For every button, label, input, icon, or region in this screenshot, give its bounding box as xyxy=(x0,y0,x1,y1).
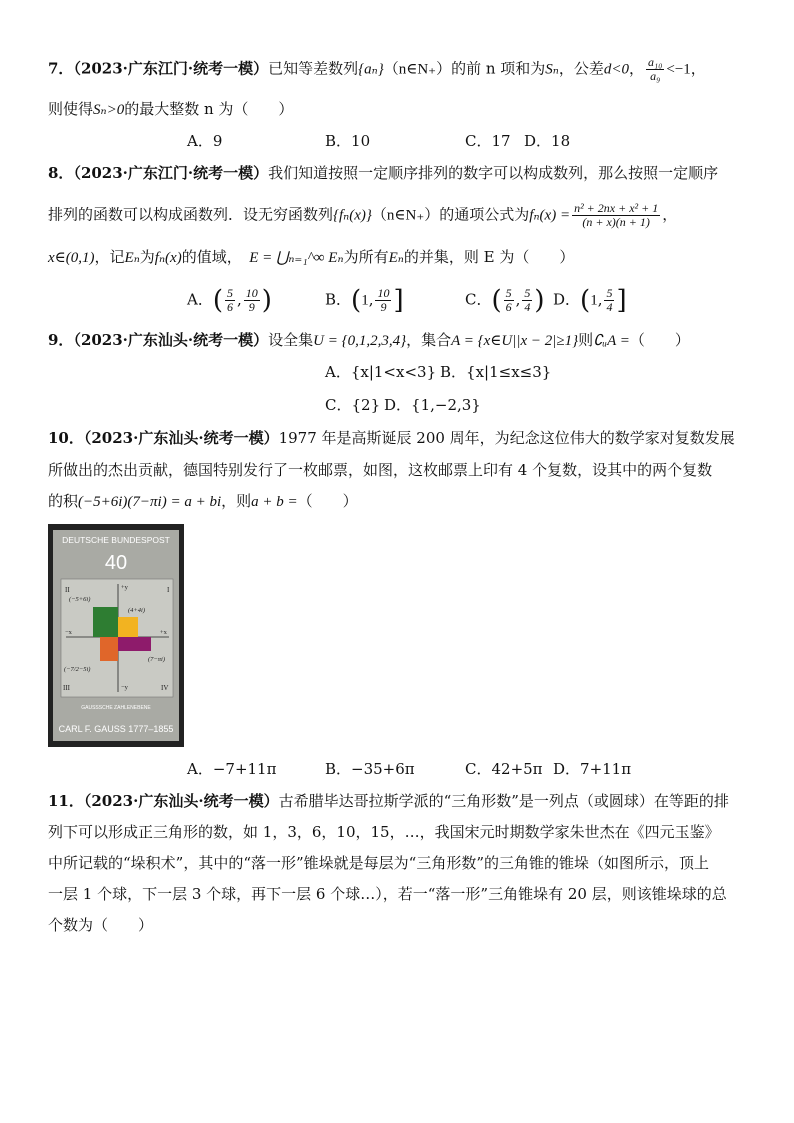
stamp-value: 40 xyxy=(104,552,128,574)
q11-text4: 一层 1 个球，下一层 3 个球，再下一层 6 个球…），若一“落一形”三角锥垛有 20 层，则该锥垛球的总 xyxy=(48,885,727,903)
q8-frac-den: (n + x)(n + 1) xyxy=(582,215,650,229)
q11-source: （2023·广东汕头·统考一模） xyxy=(83,792,279,810)
q10-line1 xyxy=(48,427,750,449)
q11-text3: 中所记载的“垛积术”，其中的“落一形”锥垛就是每层为“三角形数”的三角锥的锥垛（如图所示，顶上 xyxy=(48,854,710,872)
stamp-svg xyxy=(48,524,184,747)
q10-option-b: B．−35+6π xyxy=(325,760,415,778)
q8-text1: 我们知道按照一定顺序排列的数字可以构成数列，那么按照一定顺序 xyxy=(268,164,719,182)
q8-opt-d-frac xyxy=(604,287,614,314)
q9-source: （2023·广东汕头·统考一模） xyxy=(73,331,269,349)
q8-fn: fₙ(x) = xyxy=(529,207,571,224)
q9-text1: 设全集 xyxy=(268,331,314,349)
q8-opt-d-close: ] xyxy=(616,285,627,316)
q8-opt-c-d2: 4 xyxy=(524,300,531,314)
q8-source: （2023·广东江门·统考一模） xyxy=(73,164,269,182)
q8-opt-c-d1: 6 xyxy=(505,300,512,314)
q8-opt-b-d: 9 xyxy=(380,300,387,314)
q8-opt-b-a: 1 xyxy=(361,292,369,309)
q7-option-a: A．9 xyxy=(187,132,223,150)
q10-option-c: C．42+5π xyxy=(465,760,543,778)
label-minus-y: −y xyxy=(121,684,128,691)
q7-number: 7． xyxy=(48,59,74,78)
q8-opt-c-close: ) xyxy=(534,285,545,316)
q9-set-a: A = {x∈U||x − 2|≥1} xyxy=(451,333,579,349)
rect-orange xyxy=(100,637,118,661)
q7-option-c: C．17 xyxy=(465,132,511,150)
label-plus-y: +y xyxy=(121,584,128,591)
q8-opt-a-n2: 10 xyxy=(245,286,258,300)
q8-t3h: 为所有 xyxy=(343,248,389,266)
q7-option-d: D．18 xyxy=(524,132,571,150)
complex-label-3: (7−πi) xyxy=(148,656,166,663)
q9-line1 xyxy=(48,329,750,352)
q11-line4 xyxy=(48,883,750,905)
q8-union: E = ⋃ₙ₌₁^∞ Eₙ xyxy=(249,250,344,266)
q7-source: （2023·广东江门·统考一模） xyxy=(73,59,269,78)
q7-condition: （n∈N₊） xyxy=(383,61,452,78)
q7-text2: 的前 n 项和为 xyxy=(451,59,546,78)
q10-line2 xyxy=(48,459,750,481)
q9-number: 9． xyxy=(48,331,74,349)
q8-opt-b-open: ( xyxy=(351,285,362,316)
q9-option-b: B．{x|1≤x≤3} xyxy=(440,363,552,381)
q8-opt-c-open: ( xyxy=(491,285,502,316)
q7-line1: 7．（2023·广东江门·统考一模）已知等差数列{aₙ}（n∈N₊）的前 n 项和为Sₙ，公差d<0， $\frac{\text{a₁₀}}{\text{a₉}}$ <−1， xyxy=(48,55,706,83)
q10-line3 xyxy=(48,490,750,513)
q10-source: （2023·广东汕头·统考一模） xyxy=(83,429,279,447)
q10-product: (−5+6i)(7−πi) = a + bi xyxy=(78,494,222,510)
q8-opt-a-open: ( xyxy=(212,285,223,316)
q8-opt-a-d2: 9 xyxy=(248,300,255,314)
quadrant-iii: III xyxy=(63,684,70,692)
q8-opt-c-n1: 5 xyxy=(505,286,512,300)
q8-text2a: 排列的函数可以构成函数列．设无穷函数列 xyxy=(48,205,334,224)
q8-opt-a-frac1 xyxy=(225,287,235,314)
stamp-header: DEUTSCHE BUNDESPOST xyxy=(62,535,170,545)
q7-sn: Sₙ xyxy=(545,61,559,78)
q8-line1 xyxy=(48,162,750,184)
q8-fnx: fₙ(x) xyxy=(154,250,182,266)
q9-option-a: A．{x|1<x<3} xyxy=(325,363,437,381)
q8-En: Eₙ xyxy=(124,250,140,266)
q9-option-d: D．{1,−2,3} xyxy=(384,396,481,414)
q9-text4: （ ） xyxy=(629,331,690,349)
q8-opt-d-d: 4 xyxy=(606,300,613,314)
q10-blank: （ ） xyxy=(297,492,358,510)
complex-label-2: (4+4i) xyxy=(128,607,146,614)
q8-opt-c-n2: 5 xyxy=(524,286,531,300)
q10-number: 10． xyxy=(48,429,84,447)
q11-line5 xyxy=(48,914,750,936)
q8-opt-c-frac1 xyxy=(504,287,514,314)
square-green xyxy=(93,607,118,637)
q7-d: d<0 xyxy=(603,61,630,78)
q7-option-b: B．10 xyxy=(325,132,371,150)
q8-t3d: 为 xyxy=(139,248,155,266)
q10-option-d: D．7+11π xyxy=(553,760,632,778)
q11-text1: 古希腊毕达哥拉斯学派的“三角形数”是一列点（或圆球）在等距的排 xyxy=(278,792,729,810)
q11-line1 xyxy=(48,790,750,812)
q11-line2 xyxy=(48,821,750,843)
q10-text2: 所做出的杰出贡献，德国特别发行了一枚邮票，如图，这枚邮票上印有 4 个复数，设其中的两个复数 xyxy=(48,461,713,479)
q8-t3f: 的值域， xyxy=(181,248,235,266)
q8-cond: （n∈N₊） xyxy=(371,207,440,224)
q8-line3 xyxy=(48,246,750,269)
q9-complement: ∁ᵤA = xyxy=(593,333,630,349)
q8-fraction xyxy=(572,202,660,229)
q8-opt-b-label: B． xyxy=(325,290,352,309)
q7-relation: <−1， xyxy=(666,61,706,78)
q7-l2b: Sₙ>0 xyxy=(93,102,125,118)
square-yellow xyxy=(118,617,138,637)
q11-text5: 个数为（ ） xyxy=(48,916,154,934)
q7-frac-den: a₉ xyxy=(650,69,661,83)
complex-label-1: (−5+6i) xyxy=(69,596,91,603)
q7-text3: ，公差 xyxy=(558,59,604,78)
q8-opt-d-label: D． xyxy=(553,290,581,309)
q11-number: 11． xyxy=(48,792,84,810)
q11-text2: 列下可以形成正三角形的数，如 1，3，6，10，15，…，我国宋元时期数学家朱世杰在《四元玉鉴》 xyxy=(48,823,720,841)
q8-opt-a-close: ) xyxy=(261,285,272,316)
complex-label-4: (−7/2−5i) xyxy=(64,666,91,673)
stamp-footer: GAUSSSCHE ZAHLENEBENE xyxy=(81,705,151,711)
q9-option-c: C．{2} xyxy=(325,396,381,414)
q7-text: 已知等差数列 xyxy=(268,59,359,78)
q8-opt-d-open: ( xyxy=(580,285,591,316)
q7-fraction xyxy=(646,56,664,83)
q8-domain: x∈(0,1) xyxy=(48,250,95,266)
q10-text1: 1977 年是高斯诞辰 200 周年，为纪念这位伟大的数学家对复数发展 xyxy=(278,429,735,447)
q8-En2: Eₙ xyxy=(388,250,404,266)
q8-t3b: ，记 xyxy=(94,248,125,266)
q7-sequence: {aₙ} xyxy=(358,61,384,78)
q8-opt-c-label: C． xyxy=(465,290,492,309)
q10-a-plus-b: a + b = xyxy=(251,494,298,510)
q10-option-a: A．−7+11π xyxy=(187,760,277,778)
q9-universal-set: U = {0,1,2,3,4} xyxy=(313,333,407,349)
q7-l2a: 则使得 xyxy=(48,100,94,118)
q8-opt-a-frac2 xyxy=(244,287,260,314)
q8-opt-d-a: 1 xyxy=(590,292,598,309)
q10-t3c: ，则 xyxy=(221,492,252,510)
q8-opt-b-n: 10 xyxy=(377,286,390,300)
stamp-name: CARL F. GAUSS 1777–1855 xyxy=(58,724,174,734)
q8-option-c: C．( $\frac{5}{6}$ , $\frac{5}{4}$ ) xyxy=(465,285,545,316)
q7-line2 xyxy=(48,98,750,121)
q8-opt-d-n: 5 xyxy=(606,286,613,300)
quadrant-ii: II xyxy=(65,586,70,594)
q8-opt-b-frac xyxy=(375,287,391,314)
quadrant-iv: IV xyxy=(161,684,169,692)
q8-opt-b-close: ] xyxy=(393,285,404,316)
q8-number: 8． xyxy=(48,164,74,182)
q8-seq: {fₙ(x)} xyxy=(333,207,372,224)
q8-option-b: B．(1, $\frac{10}{9}$ ] xyxy=(325,285,404,316)
q8-option-d: D．(1, $\frac{5}{4}$ ] xyxy=(553,285,627,316)
q8-text2d: 的通项公式为 xyxy=(439,205,530,224)
q9-text2: ，集合 xyxy=(406,331,452,349)
label-minus-x: −x xyxy=(65,629,72,636)
q7-frac-num: a₁₀ xyxy=(648,55,663,69)
q8-t3j: 的并集，则 E 为（ ） xyxy=(403,248,575,266)
q7-l2c: 的最大整数 n 为（ ） xyxy=(124,100,294,118)
q11-line3 xyxy=(48,852,750,874)
quadrant-i: I xyxy=(167,586,170,594)
q8-comma: ， xyxy=(662,205,678,224)
q8-opt-a-d1: 6 xyxy=(227,300,233,314)
q8-line2 xyxy=(48,202,750,229)
q8-frac-num: n² + 2nx + x² + 1 xyxy=(574,201,659,215)
label-plus-x: +x xyxy=(160,629,167,636)
gauss-stamp-image xyxy=(48,524,184,747)
q8-option-a: A．( $\frac{5}{6}$ , $\frac{10}{9}$ ) xyxy=(187,285,272,316)
rect-purple xyxy=(118,637,151,651)
q8-opt-a-label: A． xyxy=(187,290,213,309)
q8-opt-a-n1: 5 xyxy=(227,286,233,300)
q9-text3: 则 xyxy=(578,331,594,349)
q8-opt-c-frac2 xyxy=(522,287,532,314)
q10-t3a: 的积 xyxy=(48,492,79,510)
